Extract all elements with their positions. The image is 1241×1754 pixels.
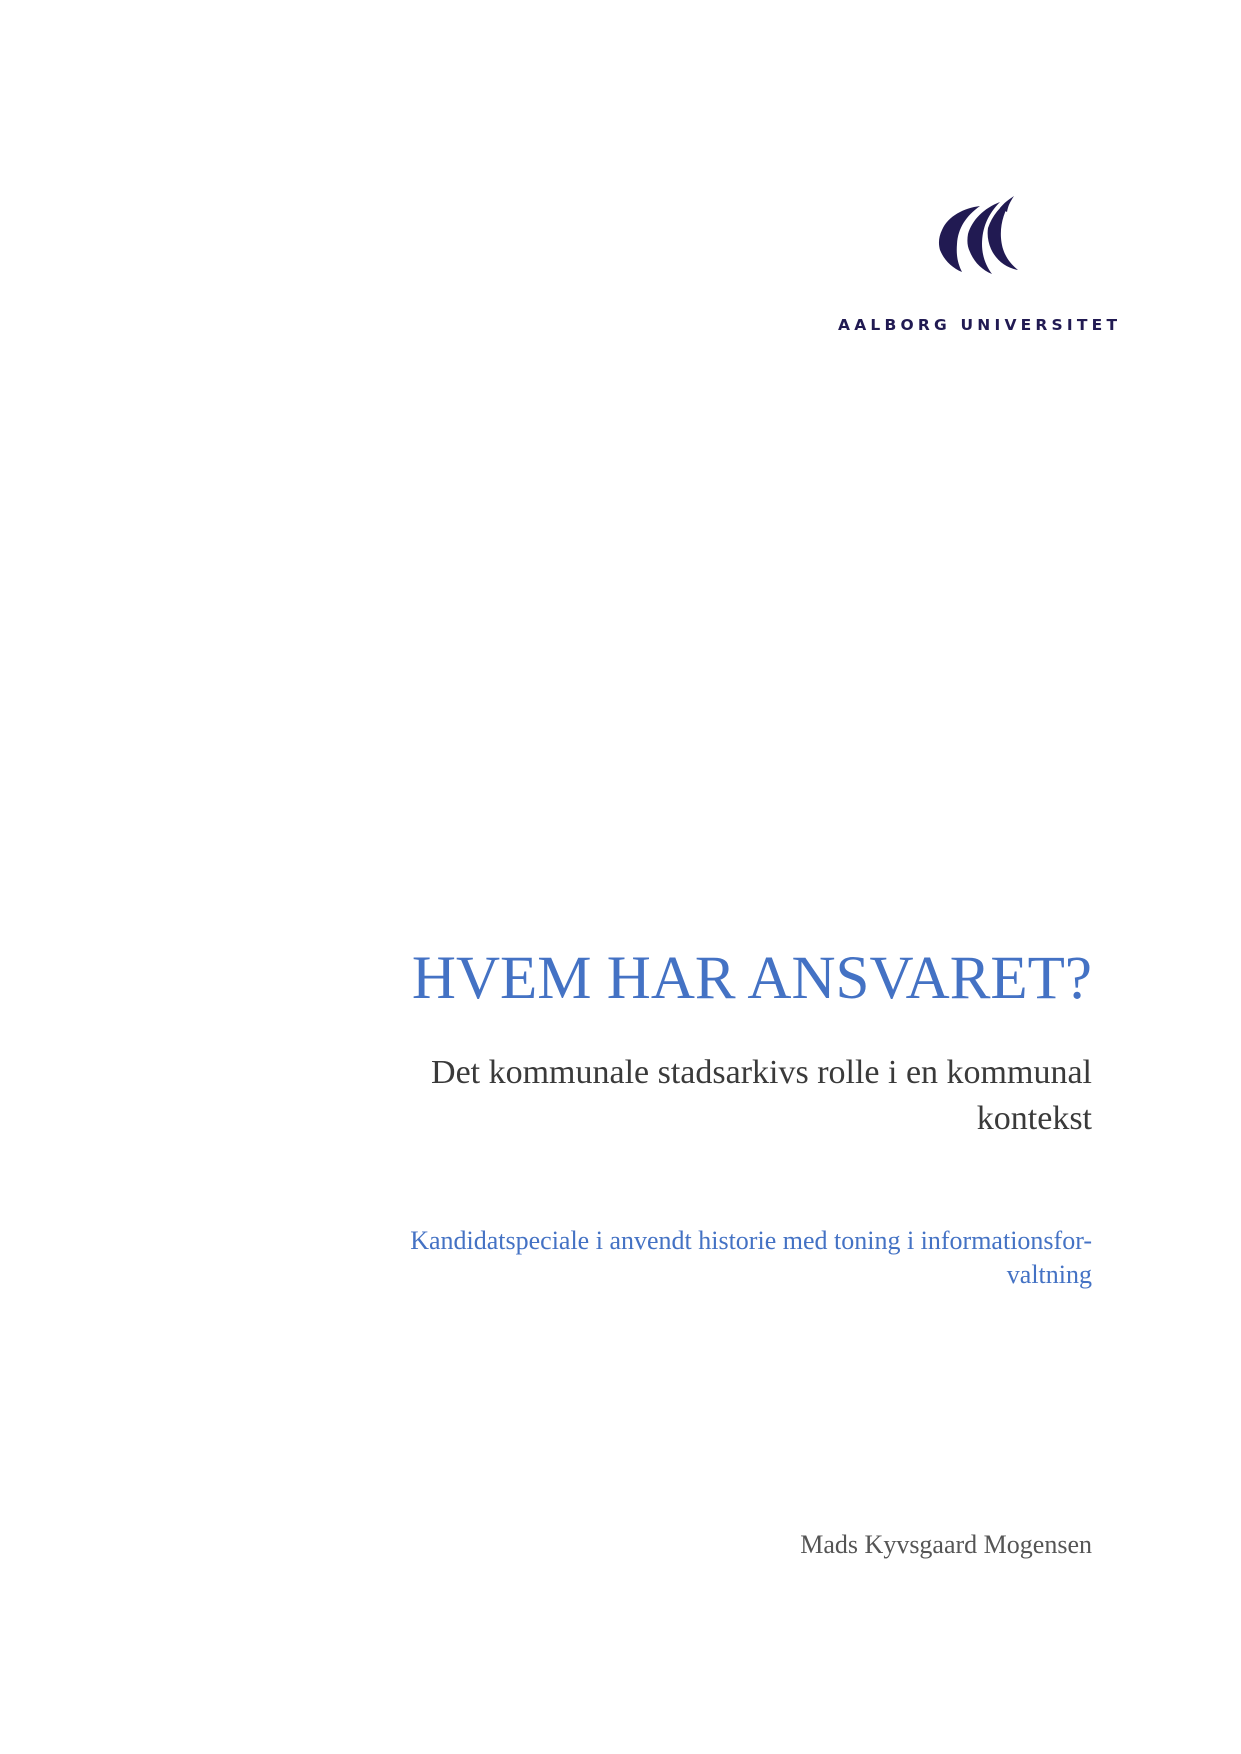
subtitle-line-1: Det kommunale stadsarkivs rolle i en kommunal <box>431 1054 1092 1091</box>
subtitle <box>332 1050 1092 1142</box>
aau-logo-icon <box>928 194 1028 294</box>
degree-line-2: valtning <box>1006 1260 1092 1289</box>
subtitle-line-2: kontekst <box>976 1100 1092 1137</box>
degree-description <box>232 1224 1092 1292</box>
university-logo <box>838 194 1122 344</box>
author-name: Mads Kyvsgaard Mogensen <box>800 1530 1092 1559</box>
logo-text: AALBORG UNIVERSITET <box>838 316 1122 334</box>
page-title: HVEM HAR ANSVARET? <box>411 945 1092 1012</box>
degree-line-1: Kandidatspeciale i anvendt historie med toning i informationsfor- <box>410 1226 1092 1255</box>
